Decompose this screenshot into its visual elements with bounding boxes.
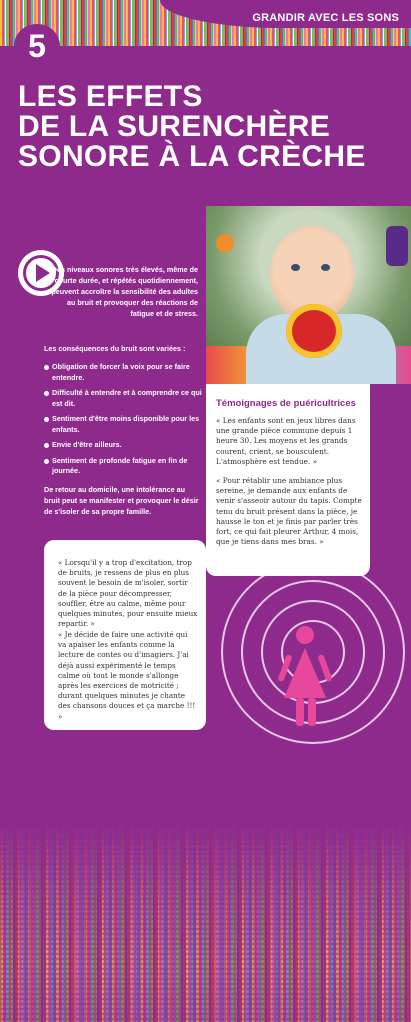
testimonial-paragraph: « Les enfants sont en jeux libres dans une grande pièce commune depuis 1 heure 30. Les moyens et les grands courent, crient, se bousculent. L'atmosphère est tendue. » xyxy=(216,416,356,466)
intro-text: Des niveaux sonores très élevés, même de courte durée, et répétés quotidiennement, peuvent accroître la sensibilité des adultes au bruit et provoquer des réactions de fatigue et de stress. xyxy=(51,265,198,318)
list-item: Difficulté à entendre et à comprendre ce qui est dit. xyxy=(44,388,204,409)
woman-figure-icon xyxy=(256,616,356,746)
baby-photo xyxy=(206,206,411,384)
quote-box xyxy=(44,540,206,730)
title-line: LES EFFETS xyxy=(18,80,203,113)
photo-baby-eye xyxy=(321,264,330,271)
consequences-list xyxy=(44,362,204,482)
figure-leg xyxy=(308,698,316,726)
list-item: Sentiment d'être moins disponible pour les enfants. xyxy=(44,414,204,435)
list-item: Envie d'être ailleurs. xyxy=(44,440,204,451)
outro-text: De retour au domicile, une intolérance au bruit peut se manifester et provoquer le désir de s'isoler de sa propre famille. xyxy=(44,485,199,516)
title-line: DE LA SURENCHÈRE xyxy=(18,110,331,143)
consequences-title: Les conséquences du bruit sont variées : xyxy=(44,344,186,353)
title-line: SONORE À LA CRÈCHE xyxy=(18,140,366,173)
quote-paragraph: « Lorsqu'il y a trop d'excitation, trop de bruits, je ressens de plus en plus souvent le besoin de m'isoler, sortir de la pièce pour décompresser, souffler, être au calme, même pour quelques minutes, pour ensuite mieux repartir. » xyxy=(58,558,198,629)
bottom-halftone xyxy=(0,824,411,1022)
page-title xyxy=(18,82,366,172)
photo-toy xyxy=(386,226,408,266)
section-label: GRANDIR AVEC LES SONS xyxy=(252,12,399,24)
quote-paragraph: « Je décide de faire une activité qui va apaiser les enfants comme la lecture de contes ou d'imagiers. J'ai déjà aussi expérimenté le temps calme où tout le monde s'allonge après les exercices de motricité ; durant quelques minutes je chante des chansons douces et ça marche !!! » xyxy=(58,630,196,721)
section-number-badge: 5 xyxy=(14,24,60,68)
figure-head xyxy=(296,626,314,644)
figure-leg xyxy=(296,698,304,726)
list-item: Sentiment de profonde fatigue en fin de journée. xyxy=(44,456,204,477)
list-item: Obligation de forcer la voix pour se faire entendre. xyxy=(44,362,204,383)
photo-toy xyxy=(216,234,234,252)
testimonials-title: Témoignages de puéricultrices xyxy=(216,398,356,409)
photo-rattle-toy xyxy=(286,304,342,358)
testimonial-paragraph: « Pour rétablir une ambiance plus sereine, je demande aux enfants de venir s'asseoir autour du tapis. Compte tenu du bruit présent dans la pièce, je hausse le ton et je finis par parler très fort, ce qui fait pleurer Arthur, 4 mois, que je tiens dans mes bras. » xyxy=(216,476,362,547)
testimonials-box xyxy=(206,384,370,576)
photo-baby-eye xyxy=(291,264,300,271)
